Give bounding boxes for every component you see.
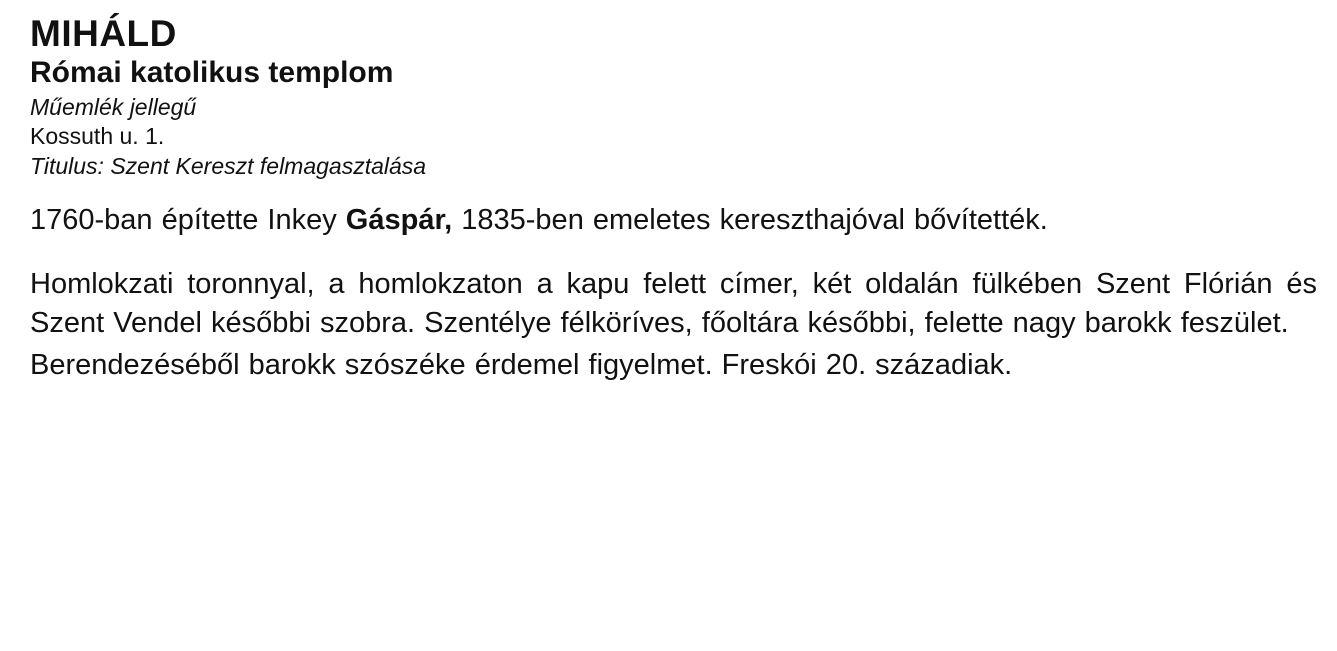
- paragraph-furnishing: Berendezéséből barokk szószéke érdemel figyelmet. Freskói 20. századiak.: [30, 348, 1013, 381]
- paragraph-construction: [30, 201, 1317, 240]
- titulus-value: Szent Kereszt felmagasztalása: [110, 152, 427, 179]
- address-line: Kossuth u. 1.: [30, 123, 165, 150]
- construction-text-after: 1835-ben emeletes kereszthajóval bővítették.: [452, 204, 1048, 237]
- page-subtitle: Római katolikus templom: [30, 55, 394, 89]
- page-title: MIHÁLD: [30, 13, 177, 54]
- titulus-label: Titulus:: [30, 152, 104, 179]
- protection-status: Műemlék jellegű: [30, 93, 197, 120]
- paragraph-description: Homlokzati toronnyal, a homlokzaton a kapu felett címer, két oldalán fülkében Szent Flórián és Szent Vendel későbbi szobra. Szentélye félköríves, főoltára későbbi, felette nagy barokk feszület.: [30, 267, 1317, 340]
- construction-text-before: 1760-ban építette Inkey: [30, 204, 346, 237]
- titulus-line: [30, 152, 1317, 181]
- builder-name: Gáspár,: [345, 204, 453, 237]
